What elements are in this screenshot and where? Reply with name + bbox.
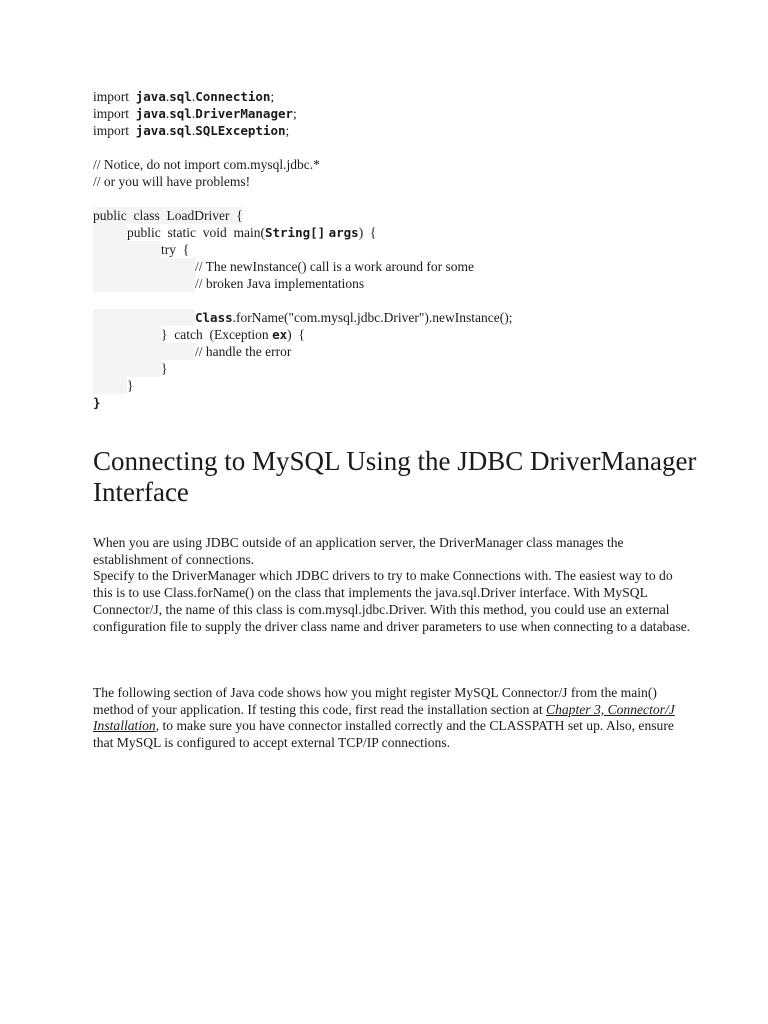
code-close-brace-main: } xyxy=(93,377,693,394)
code-comment-2: // or you will have problems! xyxy=(93,174,251,189)
code-line-blank xyxy=(93,190,693,207)
code-close-brace-class: } xyxy=(93,395,101,410)
code-line-import-3: import java.sql.SQLException; xyxy=(93,123,290,138)
code-line-import-2: import java.sql.DriverManager; xyxy=(93,106,297,121)
code-catch: } catch (Exception ex) { xyxy=(93,326,693,343)
code-line-blank xyxy=(93,292,693,309)
code-close-brace-try: } xyxy=(93,360,693,377)
chapter-3-installation-link[interactable]: Chapter 3, Connector/J Installation xyxy=(93,701,675,734)
code-line-blank xyxy=(93,139,693,156)
code-class-decl: public class LoadDriver { xyxy=(93,208,243,223)
paragraph-register xyxy=(93,685,693,752)
code-comment-5: // handle the error xyxy=(93,343,693,360)
paragraph-driver-manager xyxy=(93,535,693,635)
code-forname: Class.forName("com.mysql.jdbc.Driver").newInstance(); xyxy=(93,309,693,326)
paragraph-text: , to make sure you have connector installed correctly and the CLASSPATH set up. Also, ensure that MySQL is configured to accept external TCP/IP connections. xyxy=(93,718,674,751)
section-heading: Connecting to MySQL Using the JDBC DriverManager Interface xyxy=(93,446,697,507)
code-comment-4: // broken Java implementations xyxy=(93,275,693,292)
code-line-import-1: import java.sql.Connection; xyxy=(93,89,275,104)
code-comment-1: // Notice, do not import com.mysql.jdbc.* xyxy=(93,157,320,172)
code-comment-3: // The newInstance() call is a work around for some xyxy=(93,258,693,275)
code-main-decl: public static void main(String[] args) { xyxy=(93,224,693,241)
paragraph-sentence-specify: Specify to the DriverManager which JDBC drivers to try to make Connections with. The easiest way to do this is to use Class.forName() on the class that implements the java.sql.Driver interface. With MySQL Connector/J, the name of this class is com.mysql.jdbc.Driver. With this method, you could use an external configuration file to supply the driver class name and driver parameters to use when connecting to a database. xyxy=(93,568,691,634)
code-try: try { xyxy=(93,241,693,258)
paragraph-sentence-intro: When you are using JDBC outside of an application server, the DriverManager class manages the establishment of connections. xyxy=(93,535,624,567)
paragraph-text: The following section of Java code shows how you might register MySQL Connector/J from the main() method of your application. If testing this code, first read the installation section at xyxy=(93,685,657,717)
code-block xyxy=(93,88,693,411)
